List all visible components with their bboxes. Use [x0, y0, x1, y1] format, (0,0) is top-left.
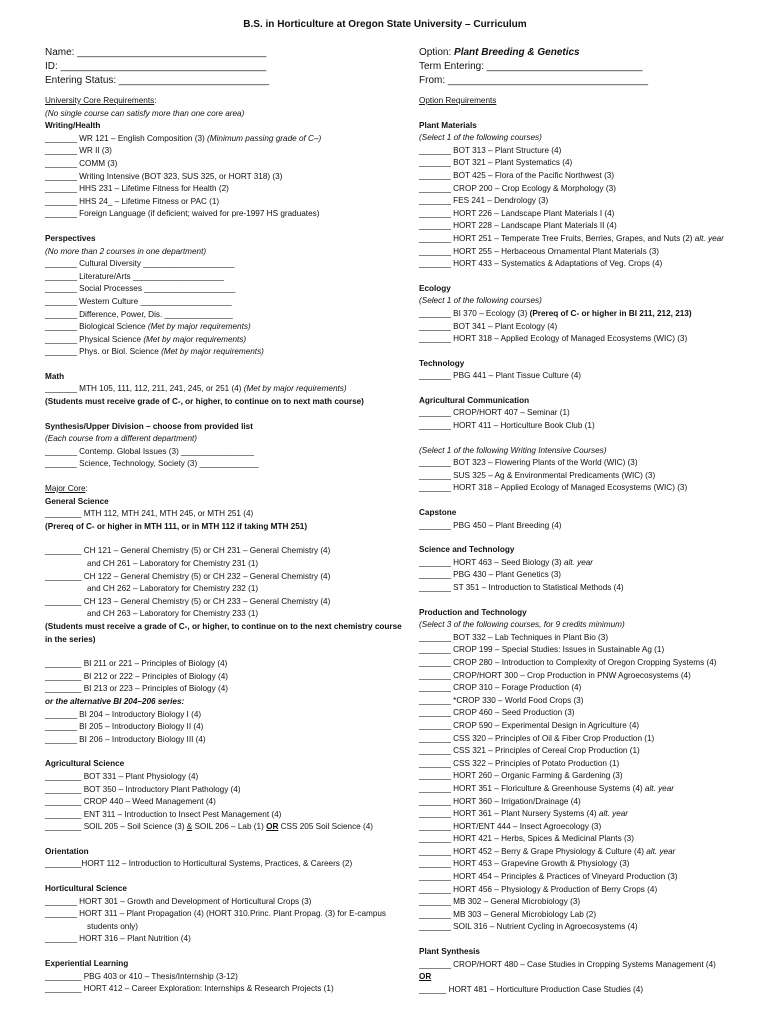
list-item-text: _______ Difference, Power, Dis. _______________ [45, 309, 233, 319]
list-item: _______ HORT 311 – Plant Propagation (4) (HORT 310.Princ. Plant Propag. (3) for E-campus students only) [45, 909, 387, 931]
list-item [419, 246, 764, 259]
list-item-text: _______ HORT 260 – Organic Farming & Gardening (3) [419, 771, 623, 781]
production-tech-heading: Production and Technology [419, 607, 527, 617]
list-item-text: _______ HORT 452 – Berry & Grape Physiology & Culture (4) [419, 846, 647, 856]
list-item-text: _______ CROP 280 – Introduction to Complexity of Oregon Cropping Systems (4) [419, 657, 717, 667]
list-item-text: _______ Physical Science [45, 334, 144, 344]
list-item [45, 458, 405, 471]
plant-materials-list [419, 145, 764, 271]
plant-materials-heading: Plant Materials [419, 120, 477, 130]
math-heading: Math [45, 371, 65, 381]
option-field: Option: Plant Breeding & Genetics [419, 47, 580, 58]
chemistry-list [45, 545, 405, 621]
list-item: ________ CH 123 – General Chemistry (5) or CH 233 – General Chemistry (4) [45, 596, 331, 606]
list-item: _______ HORT 301 – Growth and Development of Horticultural Crops (3) [45, 896, 312, 906]
list-item-text: _______ HORT 351 – Floriculture & Greenhouse Systems (4) [419, 783, 645, 793]
list-item-text: _______ WR 121 – English Composition (3) [45, 133, 208, 143]
list-item [419, 808, 764, 821]
list-item [419, 846, 764, 859]
list-item-text: _______ Cultural Diversity ____________________ [45, 259, 235, 269]
list-item [419, 909, 764, 922]
list-item-text: _______ Writing Intensive (BOT 323, SUS 325, or HORT 318) (3) [45, 171, 283, 181]
list-item-text: _______ HORT 255 – Herbaceous Ornamental Plant Materials (3) [419, 246, 659, 256]
name-field[interactable]: Name: __________________________________ [45, 47, 267, 58]
list-item [419, 569, 764, 582]
plant-materials-note: (Select 1 of the following courses) [419, 133, 542, 143]
list-item-note: alt. year [563, 557, 594, 567]
list-item-note: alt. year [598, 809, 629, 819]
list-item [419, 145, 764, 158]
writing-intensive-note: (Select 1 of the following Writing Intensive Courses) [419, 445, 607, 455]
list-item: and CH 262 – Laboratory for Chemistry 232 (1) [87, 584, 259, 594]
list-item-text: _______ Social Processes ____________________ [45, 284, 236, 294]
list-item [45, 158, 405, 171]
list-item [419, 720, 764, 733]
writing-list [45, 133, 405, 221]
list-item: ________ BOT 331 – Plant Physiology (4) [45, 771, 199, 781]
list-item: _______ HORT 316 – Plant Nutrition (4) [45, 934, 191, 944]
list-item-text: _______ Contemp. Global Issues (3) ________________ [45, 446, 254, 456]
list-item [419, 921, 764, 934]
list-item [419, 195, 764, 208]
list-item [419, 183, 764, 196]
list-item: _______ HORT 318 – Applied Ecology of Managed Ecosystems (WIC) (3) [419, 483, 688, 493]
list-item [45, 296, 405, 309]
list-item [419, 170, 764, 183]
list-item [45, 196, 405, 209]
list-item-text: _______ FES 241 – Dendrology (3) [419, 196, 549, 206]
list-item-text: _______ CROP 199 – Special Studies: Issues in Sustainable Ag (1) [419, 645, 665, 655]
list-item: _______ BI 206 – Introductory Biology III (4) [45, 734, 206, 744]
list-item [419, 871, 764, 884]
list-item-text: _______ Western Culture ____________________ [45, 296, 232, 306]
sci-tech-list [419, 557, 764, 595]
list-item-text: _______ Foreign Language (if deficient; waived for pre-1997 HS graduates) [45, 209, 320, 219]
list-item [419, 745, 764, 758]
list-item-text: _______ HORT 228 – Landscape Plant Materials II (4) [419, 221, 617, 231]
list-item-text: _______ SOIL 316 – Nutrient Cycling in Agroecosystems (4) [419, 922, 638, 932]
list-item-text: _______ BOT 425 – Flora of the Pacific Northwest (3) [419, 170, 615, 180]
list-item-note: alt. year [646, 846, 676, 856]
or-label: OR [419, 972, 432, 982]
list-item-text: _______ CSS 322 – Principles of Potato Production (1) [419, 758, 620, 768]
biology-alt-note: or the alternative BI 204–206 series: [45, 696, 185, 706]
list-item-text: _______ HORT 456 – Physiology & Production of Berry Crops (4) [419, 884, 658, 894]
list-item: ________ ENT 311 – Introduction to Insect Pest Management (4) [45, 809, 282, 819]
list-item: _______ HORT 318 – Applied Ecology of Managed Ecosystems (WIC) (3) [419, 334, 688, 344]
perspectives-heading: Perspectives [45, 233, 96, 243]
university-core-heading: University Core Requirements: [45, 96, 157, 105]
list-item: ________ BI 211 or 221 – Principles of Biology (4) [45, 659, 228, 669]
list-item [419, 632, 764, 645]
production-tech-list [419, 632, 764, 934]
list-item: ________ BI 212 or 222 – Principles of Biology (4) [45, 671, 228, 681]
list-item: _______ SUS 325 – Ag & Environmental Predicaments (WIC) (3) [419, 470, 656, 480]
capstone-heading: Capstone [419, 508, 457, 518]
list-item [45, 183, 405, 196]
general-science-heading: General Science [45, 496, 109, 506]
list-item-text: _______ BOT 321 – Plant Systematics (4) [419, 158, 573, 168]
list-item: _______ CROP/HORT 480 – Case Studies in Cropping Systems Management (4) [419, 959, 716, 969]
ag-communication-heading: Agricultural Communication [419, 395, 530, 405]
list-item: ______ HORT 481 – Horticulture Production Case Studies (4) [419, 984, 644, 994]
list-item-text: _______ CROP 590 – Experimental Design in Agriculture (4) [419, 720, 640, 730]
list-item-text: _______ MB 302 – General Microbiology (3) [419, 897, 581, 907]
ecology-heading: Ecology [419, 283, 451, 293]
list-item [419, 657, 764, 670]
list-item-text: _______ HHS 231 – Lifetime Fitness for Health (2) [45, 184, 229, 194]
list-item: ________ CH 121 – General Chemistry (5) or CH 231 – General Chemistry (4) [45, 546, 331, 556]
list-item [45, 321, 405, 334]
list-item [419, 582, 764, 595]
list-item: ________ HORT 412 – Career Exploration: Internships & Research Projects (1) [45, 984, 334, 994]
list-item [419, 670, 764, 683]
synthesis-note: (Each course from a different department) [45, 434, 197, 444]
list-item [419, 821, 764, 834]
list-item-text: _______ HHS 24_ – Lifetime Fitness or PAC (1) [45, 196, 220, 206]
from-field[interactable]: From: ____________________________________ [419, 75, 649, 86]
list-item [419, 157, 764, 170]
list-item [419, 796, 764, 809]
list-item [45, 283, 405, 296]
experiential-heading: Experiential Learning [45, 959, 129, 969]
list-item [419, 233, 764, 246]
list-item-text: _______ CROP 460 – Seed Production (3) [419, 708, 575, 718]
list-item: _______ CROP/HORT 407 – Seminar (1) [419, 408, 570, 418]
list-item: ________ PBG 403 or 410 – Thesis/Internship (3-12) [45, 971, 238, 981]
list-item-text: _______ HORT 361 – Plant Nursery Systems (4) [419, 809, 599, 819]
list-item [419, 770, 764, 783]
list-item-text: _______ *CROP 330 – World Food Crops (3) [419, 695, 584, 705]
list-item: _______ BI 370 – Ecology (3) (Prereq of C- or higher in BI 211, 212, 213) [419, 308, 692, 318]
list-item [419, 644, 764, 657]
list-item [419, 258, 764, 271]
list-item-text: _______ WR II (3) [45, 146, 112, 156]
list-item [419, 682, 764, 695]
list-item-text: _______ CROP 310 – Forage Production (4) [419, 683, 582, 693]
list-item-text: _______ Biological Science [45, 322, 148, 332]
list-item [419, 758, 764, 771]
left-column [45, 46, 405, 996]
list-item [419, 833, 764, 846]
list-item-text: _______ Literature/Arts ____________________ [45, 271, 224, 281]
sci-tech-heading: Science and Technology [419, 545, 515, 555]
entering-status-field[interactable]: Entering Status: ___________________________ [45, 75, 270, 86]
production-tech-note: (Select 3 of the following courses, for 9 credits minimum) [419, 620, 625, 630]
orientation-item: ________HORT 112 – Introduction to Horticultural Systems, Practices, & Careers (2) [45, 859, 353, 869]
biology-list [45, 658, 405, 696]
list-item-text: _______ PBG 430 – Plant Genetics (3) [419, 570, 562, 580]
math-requirement: _______ MTH 105, 111, 112, 211, 241, 245, or 251 (4) (Met by major requirements) [45, 384, 347, 394]
list-item [419, 208, 764, 221]
list-item-note: (Met by major requirements) [147, 322, 251, 332]
option-requirements-heading: Option Requirements [419, 96, 497, 105]
list-item: _______ PBG 441 – Plant Tissue Culture (4) [419, 371, 582, 381]
list-item-text: _______ HORT 453 – Grapevine Growth & Physiology (3) [419, 859, 630, 869]
hort-science-list [45, 896, 405, 946]
list-item [45, 171, 405, 184]
list-item-text: _______ HORT 433 – Systematics & Adaptations of Veg. Crops (4) [419, 259, 663, 269]
perspectives-list [45, 258, 405, 359]
list-item [45, 271, 405, 284]
orientation-heading: Orientation [45, 846, 89, 856]
list-item [419, 220, 764, 233]
list-item-text: _______ HORT 226 – Landscape Plant Materials I (4) [419, 208, 615, 218]
list-item [45, 258, 405, 271]
list-item [45, 145, 405, 158]
list-item: _______ PBG 450 – Plant Breeding (4) [419, 520, 562, 530]
list-item: ________ SOIL 205 – Soil Science (3) & SOIL 206 – Lab (1) OR CSS 205 Soil Science (4) [45, 822, 374, 832]
list-item [45, 446, 405, 459]
technology-heading: Technology [419, 358, 465, 368]
list-item: _______ BI 204 – Introductory Biology I (4) [45, 709, 202, 719]
hort-science-heading: Horticultural Science [45, 884, 127, 894]
perspectives-note: (No more than 2 courses in one department) [45, 246, 207, 256]
list-item: _______ BI 205 – Introductory Biology II (4) [45, 722, 204, 732]
page-title: B.S. in Horticulture at Oregon State University – Curriculum [243, 19, 527, 30]
list-item: ________ CROP 440 – Weed Management (4) [45, 797, 216, 807]
writing-health-heading: Writing/Health [45, 121, 101, 131]
list-item-text: _______ HORT 251 – Temperate Tree Fruits, Berries, Grapes, and Nuts (2) [419, 233, 695, 243]
list-item-text: _______ BOT 332 – Lab Techniques in Plant Bio (3) [419, 632, 609, 642]
list-item-text: _______ CROP 200 – Crop Ecology & Morphology (3) [419, 183, 616, 193]
list-item-note: (Met by major requirements) [161, 347, 264, 357]
list-item-note: alt. year [694, 233, 724, 243]
major-core-heading: Major Core: [45, 484, 88, 494]
ag-science-heading: Agricultural Science [45, 759, 125, 769]
list-item [45, 208, 405, 221]
list-item-text: _______ CSS 320 – Principles of Oil & Fiber Crop Production (1) [419, 733, 655, 743]
list-item [419, 896, 764, 909]
list-item-note: alt. year [644, 783, 675, 793]
list-item [419, 858, 764, 871]
gensci-prereq: (Prereq of C- or higher in MTH 111, or in MTH 112 if taking MTH 251) [45, 521, 308, 531]
list-item [45, 346, 405, 359]
chemistry-grade-note: (Students must receive a grade of C-, or higher, to continue on to the next chemistry course in the series) [45, 621, 402, 644]
list-item: ________ CH 122 – General Chemistry (5) or CH 232 – General Chemistry (4) [45, 571, 331, 581]
list-item: ________ BI 213 or 223 – Principles of Biology (4) [45, 684, 228, 694]
list-item-text: _______ HORT 463 – Seed Biology (3) [419, 557, 564, 567]
list-item-text: _______ Phys. or Biol. Science [45, 347, 162, 357]
list-item-text: _______ HORT 454 – Principles & Practices of Vineyard Production (3) [419, 872, 678, 882]
list-item [419, 884, 764, 897]
gensci-math: ________ MTH 112, MTH 241, MTH 245, or MTH 251 (4) [45, 509, 254, 519]
list-item-text: _______ HORT 421 – Herbs, Spices & Medicinal Plants (3) [419, 834, 634, 844]
math-grade-note: (Students must receive grade of C-, or higher, to continue on to next math course) [45, 397, 364, 407]
id-field[interactable]: ID: _____________________________________ [45, 61, 267, 72]
core-note: (No single course can satisfy more than one core area) [45, 108, 245, 118]
list-item: _______ BOT 323 – Flowering Plants of the World (WIC) (3) [419, 458, 638, 468]
list-item-text: _______ BOT 313 – Plant Structure (4) [419, 145, 562, 155]
list-item-note: (Minimum passing grade of C–) [207, 133, 322, 143]
list-item-text: _______ COMM (3) [45, 158, 118, 168]
list-item-text: _______ MB 303 – General Microbiology Lab (2) [419, 909, 597, 919]
synthesis-heading: Synthesis/Upper Division – choose from provided list [45, 421, 253, 431]
ecology-note: (Select 1 of the following courses) [419, 296, 542, 306]
term-entering-field[interactable]: Term Entering: ____________________________ [419, 61, 643, 72]
plant-synthesis-heading: Plant Synthesis [419, 947, 480, 957]
list-item: _______ BOT 341 – Plant Ecology (4) [419, 321, 558, 331]
list-item-text: _______ CROP/HORT 300 – Crop Production in PNW Agroecosystems (4) [419, 670, 691, 680]
list-item [45, 133, 405, 146]
ag-science-list [45, 771, 405, 834]
list-item [419, 557, 764, 570]
synthesis-list [45, 446, 405, 471]
list-item: ________ BOT 350 – Introductory Plant Pathology (4) [45, 784, 241, 794]
list-item-text: _______ CSS 321 – Principles of Cereal Crop Production (1) [419, 746, 640, 756]
right-column [419, 46, 764, 996]
list-item: and CH 261 – Laboratory for Chemistry 231 (1) [87, 559, 259, 568]
list-item-text: _______ HORT 360 – Irrigation/Drainage (4) [419, 796, 581, 806]
list-item [419, 707, 764, 720]
list-item-text: _______ Science, Technology, Society (3) _____________ [45, 459, 259, 469]
list-item [419, 695, 764, 708]
list-item [419, 733, 764, 746]
list-item [45, 334, 405, 347]
experiential-list [45, 971, 405, 996]
list-item-text: _______ ST 351 – Introduction to Statistical Methods (4) [419, 583, 624, 592]
list-item: _______ HORT 411 – Horticulture Book Club (1) [419, 421, 595, 431]
list-item [419, 783, 764, 796]
biology-alt-list [45, 709, 405, 747]
list-item [45, 309, 405, 322]
list-item-text: _______ HORT/ENT 444 – Insect Agroecology (3) [419, 821, 602, 831]
list-item-note: (Met by major requirements) [143, 334, 247, 344]
list-item: and CH 263 – Laboratory for Chemistry 233 (1) [87, 609, 259, 619]
